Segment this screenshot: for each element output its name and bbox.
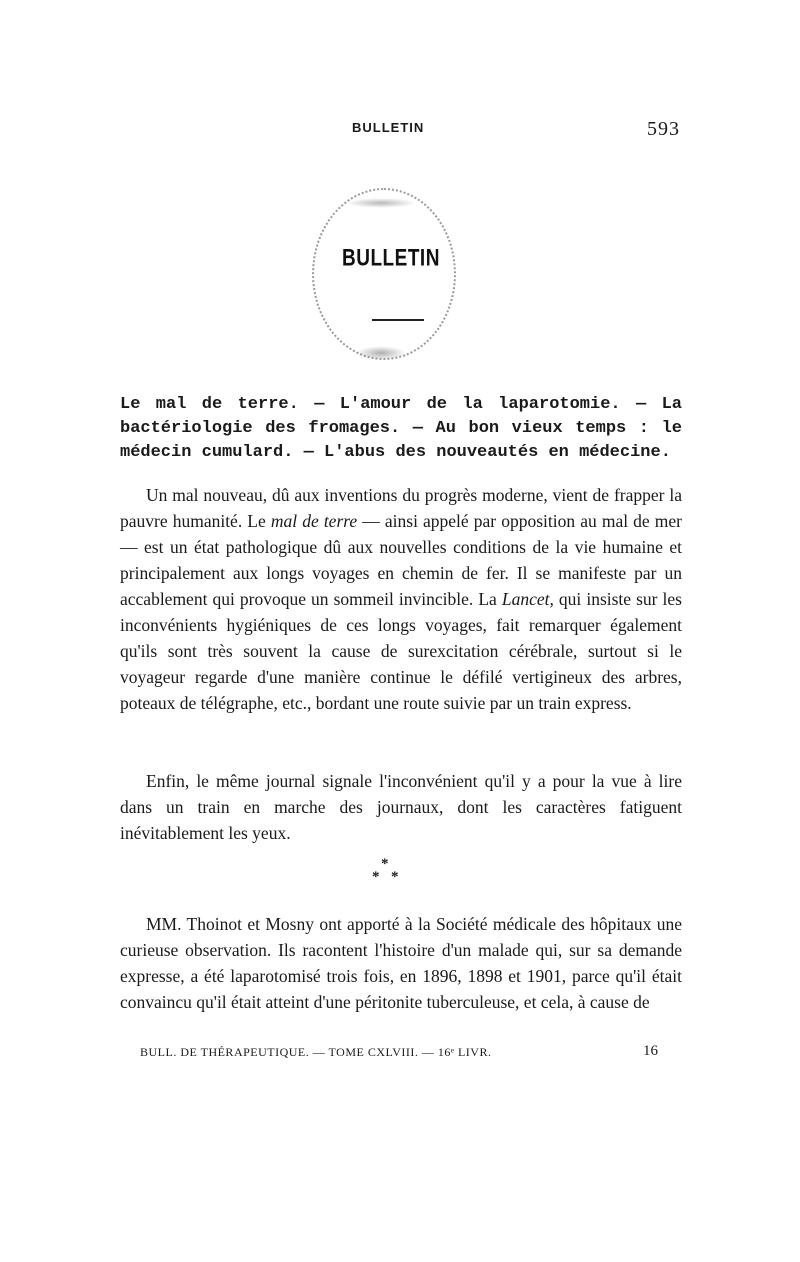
stamp-ring [312, 188, 456, 360]
footer-signature-line: BULL. DE THÉRAPEUTIQUE. — TOME CXLVIII. — 16ᵉ LIVR. [140, 1045, 492, 1059]
para1-text-c: qui insiste sur les inconvénients hygiéniques de ces longs voyages, fait remarquer également qu'ils sont très souvent la cause de surexcitation cérébrale, surtout si le voyageur regarde d'une manière continue le défilé vertigineux des arbres, poteaux de télégraphe, etc., bordant une route suivie par un train express. [120, 589, 682, 713]
asterism-star-right: * [391, 869, 399, 885]
footer-signature-mark: 16 [643, 1043, 658, 1059]
paragraph-mal-de-terre [120, 482, 682, 716]
asterism-divider [372, 856, 402, 890]
paragraph-laparotomie: MM. Thoinot et Mosny ont apporté à la Société médicale des hôpitaux une curieuse observation. Ils racontent l'histoire d'un malade qui, sur sa demande expresse, a été laparotomisé trois fois, en 1896, 1898 et 1901, parce qu'il était convaincu qu'il était atteint d'une péritonite tuberculeuse, et cela, à cause de [120, 914, 682, 1012]
para1-text-a: Un mal nouveau, dû aux inventions du progrès moderne, vient de frapper la pauvre humanité. Le [120, 485, 682, 531]
term-mal-de-terre: mal de terre [270, 511, 358, 531]
stamp-smudge-bottom [356, 346, 406, 360]
stamp-smudge-top [346, 198, 416, 208]
section-summary: Le mal de terre. — L'amour de la laparotomie. — La bactériologie des fromages. — Au bon vieux temps : le médecin cumulard. — L'abus des nouveautés en médecine. [120, 395, 682, 462]
running-head [0, 118, 800, 142]
running-title: BULLETIN [352, 120, 425, 135]
para1-text-b: — ainsi appelé par opposition au mal de mer — est un état pathologique dû aux nouvelles conditions de la vie humaine et principalement aux longs voyages en chemin de fer. Il se manifeste par un accablement qui provoque un sommeil invincible. La [120, 511, 682, 609]
page-number: 593 [647, 118, 680, 140]
journal-name-lancet: Lancet, [501, 589, 554, 609]
stamp-label: BULLETIN [342, 245, 440, 272]
stamp-rule [372, 319, 424, 321]
paragraph-lecture-en-train: Enfin, le même journal signale l'inconvénient qu'il y a pour la vue à lire dans un train en marche des journaux, dont les caractères fatiguent inévitablement les yeux. [120, 771, 682, 843]
library-stamp [300, 180, 470, 380]
asterism-star-left: * [372, 869, 380, 885]
asterism-star-top: * [381, 856, 389, 872]
